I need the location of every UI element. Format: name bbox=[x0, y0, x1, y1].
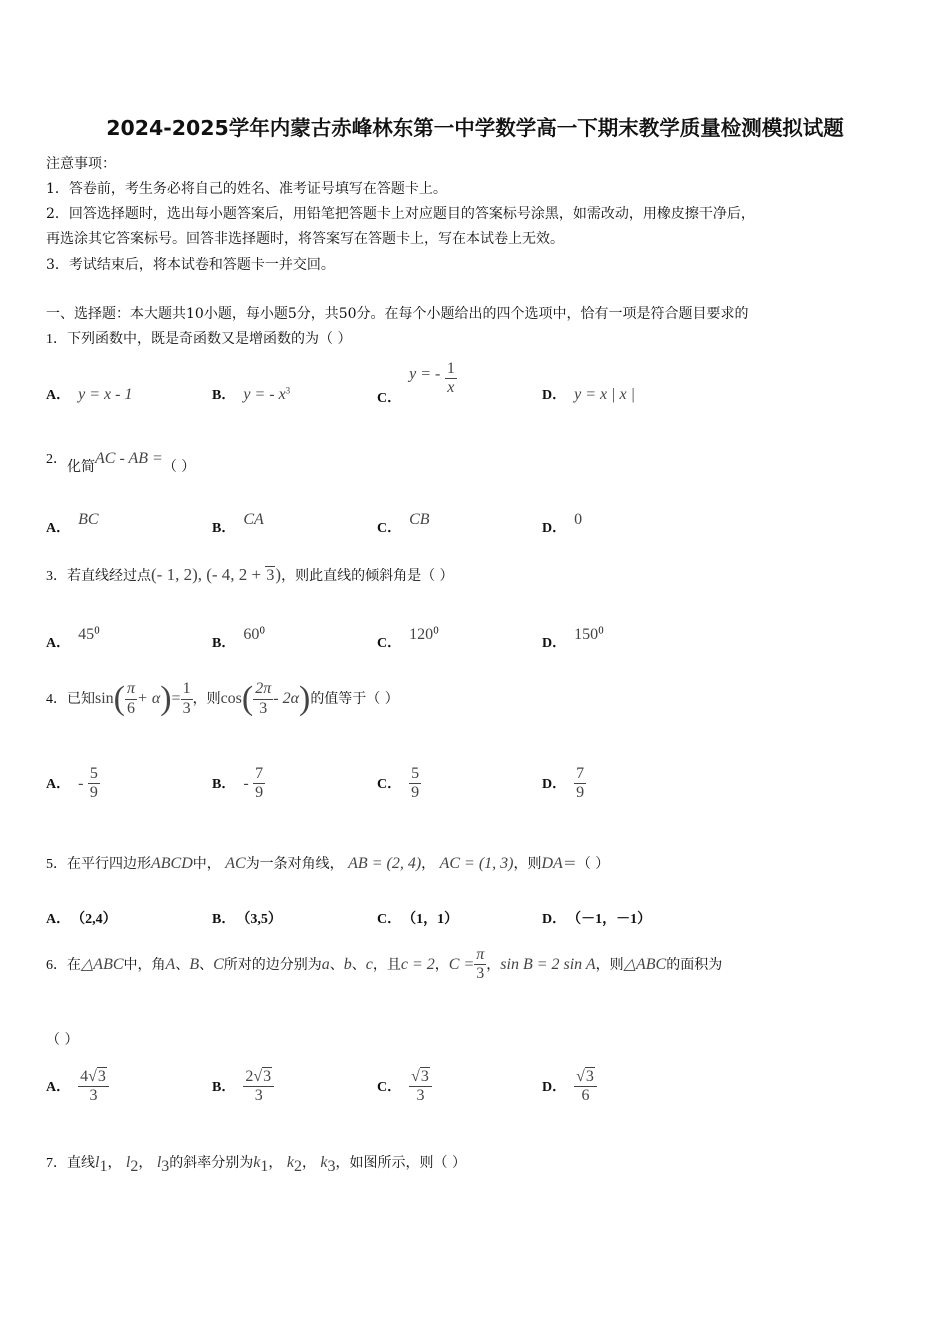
notice-item-2-cont: 再选涂其它答案标号。回答非选择题时，将答案写在答题卡上，写在本试卷上无效。 bbox=[46, 231, 564, 247]
question-6-paren: （ ） bbox=[46, 1032, 79, 1048]
question-6: 6．在△ABC中，角A、B、C所对的边分别为a、b、c，且c = 2，C = $\frac{\pi}{3}$ ，sin B = 2 sin A，则△ABC的面积为 bbox=[46, 946, 723, 983]
q2-option-b[interactable]: B．CA bbox=[212, 511, 264, 536]
q5-option-d[interactable]: D． （－1，－1） bbox=[542, 912, 652, 927]
q4-option-b[interactable]: B． - $\frac{7}{9}$ bbox=[212, 765, 264, 802]
q6-option-a[interactable]: A． $\frac{4√3}{3}$ bbox=[46, 1068, 109, 1106]
q3-option-c[interactable]: C．$120^0$ bbox=[377, 626, 439, 651]
notice-item-3: 3．考试结束后，将本试卷和答题卡一并交回。 bbox=[46, 257, 335, 273]
q3-option-a[interactable]: A．$45^0$ bbox=[46, 626, 100, 651]
notice-item-2: 2．回答选择题时，选出每小题答案后，用铅笔把答题卡上对应题目的答案标号涂黑，如需改动，用橡皮擦干净后， bbox=[46, 206, 755, 222]
page-title: 2024-2025学年内蒙古赤峰林东第一中学数学高一下期末教学质量检测模拟试题 bbox=[106, 116, 844, 140]
q1-option-c[interactable]: C．y = - $\frac{1}{x}$ bbox=[377, 360, 455, 407]
notice-item-1: 1．答卷前，考生务必将自己的姓名、准考证号填写在答题卡上。 bbox=[46, 181, 447, 197]
section-heading: 一、选择题：本大题共10小题，每小题5分，共50分。在每个小题给出的四个选项中，恰有一项是符合题目要求的 bbox=[46, 306, 749, 322]
q4-option-c[interactable]: C． $\frac{5}{9}$ bbox=[377, 765, 420, 802]
q3-option-d[interactable]: D．$150^0$ bbox=[542, 626, 604, 651]
question-5: 5．在平行四边形ABCD中， AC为一条对角线， AB = (2, 4)， AC = (1, 3)，则DA＝（ ） bbox=[46, 855, 610, 872]
q3-option-b[interactable]: B．$60^0$ bbox=[212, 626, 266, 651]
question-1: 1．下列函数中，既是奇函数又是增函数的为（ ） bbox=[46, 331, 352, 347]
q5-option-a[interactable]: A． （2,4） bbox=[46, 912, 117, 927]
q2-option-a[interactable]: A．BC bbox=[46, 511, 99, 536]
q6-option-b[interactable]: B． $\frac{2√3}{3}$ bbox=[212, 1068, 274, 1106]
q2-option-c[interactable]: C．CB bbox=[377, 511, 430, 536]
question-7: 7．直线$l_1$， $l_2$， $l_3$的斜率分别为$k_1$， $k_2$， $k_3$，如图所示，则（ ） bbox=[46, 1154, 466, 1175]
q1-option-a[interactable]: A． y = x - 1 bbox=[46, 386, 133, 403]
q2-option-d[interactable]: D．0 bbox=[542, 511, 583, 536]
q6-option-d[interactable]: D． $\frac{√3}{6}$ bbox=[542, 1068, 597, 1106]
question-4: 4．已知sin( $\frac{\pi}{6}$ + α)= $\frac{1}{3}$ ，则cos( $\frac{2\pi}{3}$ - 2α)的值等于（ ） bbox=[46, 680, 399, 717]
q5-option-c[interactable]: C． （1，1） bbox=[377, 912, 459, 927]
q5-option-b[interactable]: B． （3,5） bbox=[212, 912, 282, 927]
q1-option-b[interactable]: B． y = - $x^3$ bbox=[212, 385, 291, 403]
q6-option-c[interactable]: C． $\frac{√3}{3}$ bbox=[377, 1068, 432, 1106]
question-2: 2．化简AC - AB =（ ） bbox=[46, 450, 196, 475]
notice-heading: 注意事项： bbox=[46, 156, 116, 172]
q4-option-a[interactable]: A． - $\frac{5}{9}$ bbox=[46, 765, 98, 802]
question-3: 3．若直线经过点(- 1, 2), (- 4, 2 + 3)，则此直线的倾斜角是（ ） bbox=[46, 565, 454, 584]
q4-option-d[interactable]: D． $\frac{7}{9}$ bbox=[542, 765, 585, 802]
q1-option-d[interactable]: D． y = x | x | bbox=[542, 386, 636, 403]
